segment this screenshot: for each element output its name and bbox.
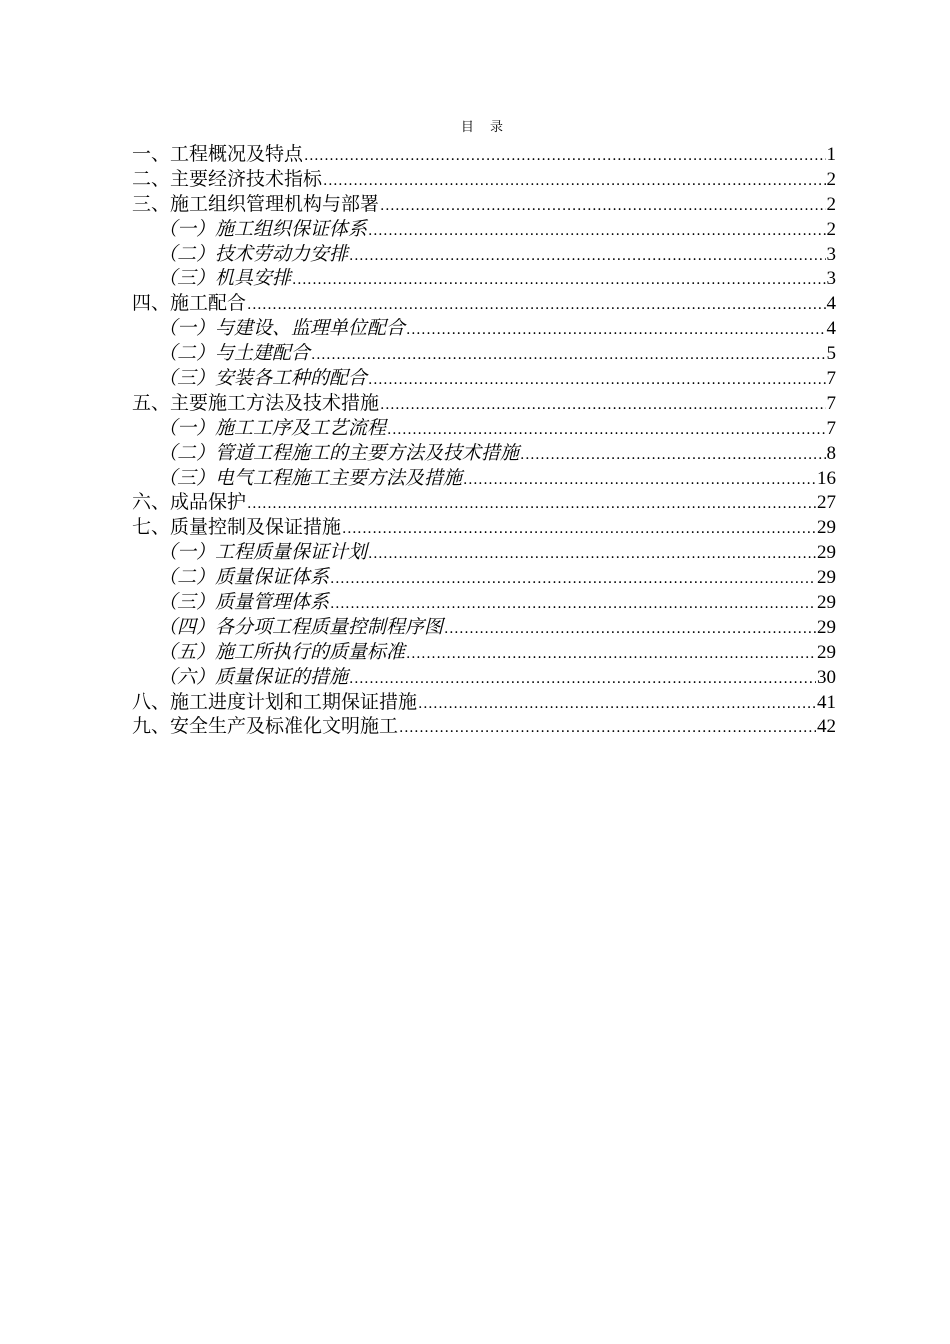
toc-entry[interactable] bbox=[132, 142, 836, 167]
toc-entry[interactable] bbox=[132, 266, 836, 291]
toc-entry-title: （二）质量保证体系 bbox=[158, 566, 330, 589]
toc-page-number: 29 bbox=[817, 641, 836, 663]
toc-entry-title: （六）质量保证的措施 bbox=[158, 665, 349, 688]
toc-entry-title: （二）技术劳动力安排 bbox=[158, 242, 349, 265]
toc-dot-leader bbox=[418, 692, 816, 715]
toc-entry[interactable] bbox=[132, 565, 836, 590]
toc-page-number: 27 bbox=[817, 492, 836, 514]
toc-dot-leader bbox=[323, 169, 825, 192]
toc-entry-title: （一）施工工序及工艺流程 bbox=[158, 416, 387, 439]
toc-entry-title: 六、成品保护 bbox=[132, 491, 247, 514]
toc-entry-title: 三、施工组织管理机构与部署 bbox=[132, 192, 380, 215]
toc-entry[interactable] bbox=[132, 416, 836, 441]
toc-entry[interactable] bbox=[132, 391, 836, 416]
toc-entry-title: （三）机具安排 bbox=[158, 267, 292, 290]
toc-page-number: 16 bbox=[817, 467, 836, 489]
toc-page-number: 7 bbox=[826, 417, 836, 439]
toc-entry-title: （一）工程质量保证计划 bbox=[158, 541, 368, 564]
toc-dot-leader bbox=[349, 244, 825, 267]
toc-page-number: 8 bbox=[826, 442, 836, 464]
toc-page-number: 29 bbox=[817, 567, 836, 589]
toc-page-number: 5 bbox=[826, 343, 836, 365]
toc-page-number: 2 bbox=[826, 168, 836, 190]
toc-dot-leader bbox=[349, 667, 816, 690]
toc-entry[interactable] bbox=[132, 242, 836, 267]
toc-entry-title: （三）电气工程施工主要方法及措施 bbox=[158, 466, 463, 489]
toc-entry[interactable] bbox=[132, 540, 836, 565]
toc-entry[interactable] bbox=[132, 291, 836, 316]
toc-entry[interactable] bbox=[132, 192, 836, 217]
toc-dot-leader bbox=[342, 517, 816, 540]
toc-title: 目 录 bbox=[460, 120, 510, 135]
toc-dot-leader bbox=[406, 318, 825, 341]
toc-page-number: 4 bbox=[826, 318, 836, 340]
toc-entry[interactable] bbox=[132, 515, 836, 540]
toc-entry-title: 一、工程概况及特点 bbox=[132, 143, 304, 165]
toc-dot-leader bbox=[330, 567, 816, 590]
toc-entry[interactable] bbox=[132, 441, 836, 466]
toc-dot-leader bbox=[399, 716, 816, 739]
toc-page-number: 3 bbox=[826, 243, 836, 265]
toc-dot-leader bbox=[368, 219, 825, 242]
toc-dot-leader bbox=[387, 418, 825, 441]
toc-entry[interactable] bbox=[132, 690, 836, 715]
toc-entry-title: （四）各分项工程质量控制程序图 bbox=[158, 615, 444, 638]
toc-entry-title: 九、安全生产及标准化文明施工 bbox=[132, 715, 399, 738]
toc-entry-title: （二）与土建配合 bbox=[158, 342, 311, 365]
toc-entry-title: （三）安装各工种的配合 bbox=[158, 367, 368, 390]
toc-entry-title: （三）质量管理体系 bbox=[158, 591, 330, 614]
toc-page-number: 29 bbox=[817, 616, 836, 638]
toc-entry-title: （五）施工所执行的质量标准 bbox=[158, 640, 406, 663]
toc-entry-title: 四、施工配合 bbox=[132, 292, 247, 315]
toc-dot-leader bbox=[380, 194, 825, 217]
toc-entry-title: 八、施工进度计划和工期保证措施 bbox=[132, 690, 418, 713]
toc-entry-title: （一）施工组织保证体系 bbox=[158, 217, 368, 240]
toc-dot-leader bbox=[292, 268, 825, 291]
toc-entry-title: 二、主要经济技术指标 bbox=[132, 167, 323, 190]
toc-entry[interactable] bbox=[132, 714, 836, 739]
toc-page-number: 2 bbox=[826, 218, 836, 240]
toc-dot-leader bbox=[247, 293, 825, 316]
toc-entry[interactable] bbox=[132, 615, 836, 640]
toc-page-number: 30 bbox=[817, 666, 836, 688]
toc-dot-leader bbox=[247, 492, 816, 515]
toc-entry-title: 五、主要施工方法及技术措施 bbox=[132, 391, 380, 414]
toc-dot-leader bbox=[311, 343, 825, 366]
toc-dot-leader bbox=[463, 468, 816, 491]
toc-entry[interactable] bbox=[132, 490, 836, 515]
toc-page-number: 3 bbox=[826, 268, 836, 290]
toc-dot-leader bbox=[330, 592, 816, 615]
toc-dot-leader bbox=[520, 443, 825, 466]
toc-page-number: 41 bbox=[817, 691, 836, 713]
toc-dot-leader bbox=[444, 617, 816, 640]
toc-entry[interactable] bbox=[132, 341, 836, 366]
toc-page-number: 4 bbox=[826, 293, 836, 315]
toc-dot-leader bbox=[368, 368, 825, 391]
toc-page-number: 29 bbox=[817, 542, 836, 564]
toc-page-number: 7 bbox=[826, 368, 836, 390]
toc-entry[interactable] bbox=[132, 167, 836, 192]
toc-entry[interactable] bbox=[132, 316, 836, 341]
toc-entry-title: （二）管道工程施工的主要方法及技术措施 bbox=[158, 441, 520, 464]
toc-entry[interactable] bbox=[132, 466, 836, 491]
toc-dot-leader bbox=[406, 642, 816, 665]
toc-page-number: 7 bbox=[826, 392, 836, 414]
toc-page-number: 29 bbox=[817, 517, 836, 539]
toc-dot-leader bbox=[304, 144, 825, 167]
toc-page-number: 42 bbox=[817, 716, 836, 738]
toc-entry[interactable] bbox=[132, 665, 836, 690]
toc-entry[interactable] bbox=[132, 640, 836, 665]
toc-entry[interactable] bbox=[132, 217, 836, 242]
toc-dot-leader bbox=[368, 542, 816, 565]
toc-page-number: 1 bbox=[826, 144, 836, 165]
toc-entry[interactable] bbox=[132, 590, 836, 615]
table-of-contents bbox=[132, 142, 836, 739]
toc-entry-title: 七、质量控制及保证措施 bbox=[132, 516, 342, 539]
toc-entry-title: （一）与建设、监理单位配合 bbox=[158, 317, 406, 340]
toc-page-number: 29 bbox=[817, 592, 836, 614]
toc-entry[interactable] bbox=[132, 366, 836, 391]
toc-dot-leader bbox=[380, 393, 825, 416]
toc-page-number: 2 bbox=[826, 193, 836, 215]
